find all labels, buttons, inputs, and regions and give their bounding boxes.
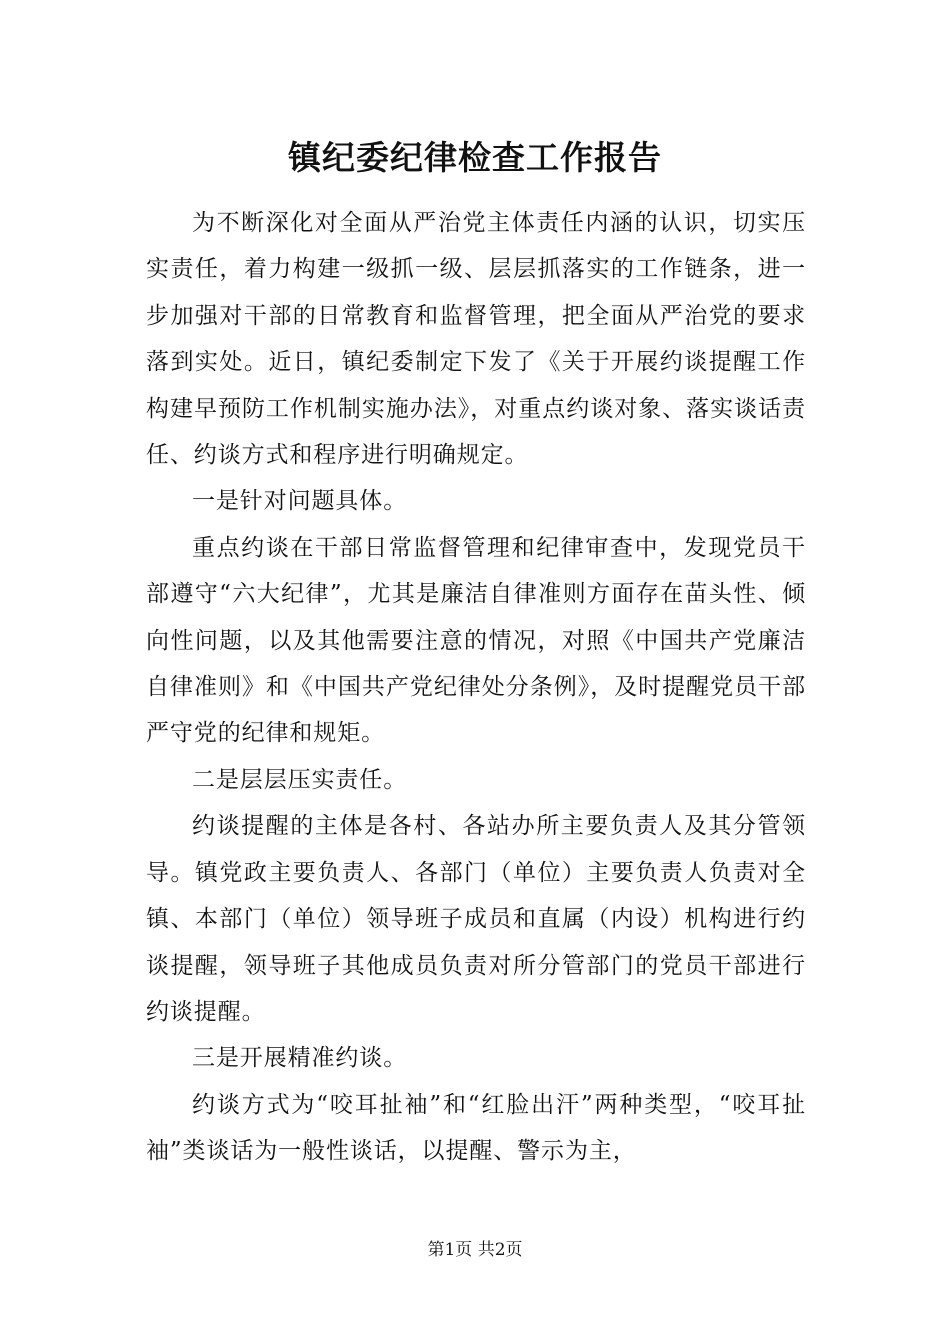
paragraph-section-1: 重点约谈在干部日常监督管理和纪律审查中，发现党员干部遵守“六大纪律”，尤其是廉洁自律准则方面存在苗头性、倾向性问题，以及其他需要注意的情况，对照《中国共产党廉洁自律准则》和《中国共产党纪律处分条例》，及时提醒党员干部严守党的纪律和规矩。 (146, 534, 806, 747)
page-footer: 第1页 共2页 (427, 1240, 523, 1260)
paragraph-heading-1: 一是针对问题具体。 (192, 488, 408, 515)
document-title: 镇纪委纪律检查工作报告 (288, 138, 662, 177)
paragraph-section-3: 约谈方式为“咬耳扯袖”和“红脸出汗”两种类型，“咬耳扯袖”类谈话为一般性谈话，以提醒、警示为主， (146, 1091, 806, 1165)
document-body (146, 200, 806, 1175)
paragraph-heading-3: 三是开展精准约谈。 (192, 1045, 408, 1072)
paragraph-heading-2: 二是层层压实责任。 (192, 766, 408, 793)
paragraph-section-2: 约谈提醒的主体是各村、各站办所主要负责人及其分管领导。镇党政主要负责人、各部门（单位）主要负责人负责对全镇、本部门（单位）领导班子成员和直属（内设）机构进行约谈提醒，领导班子其他成员负责对所分管部门的党员干部进行约谈提醒。 (146, 813, 806, 1025)
paragraph-intro: 为不断深化对全面从严治党主体责任内涵的认识，切实压实责任，着力构建一级抓一级、层层抓落实的工作链条，进一步加强对干部的日常教育和监督管理，把全面从严治党的要求落到实处。近日，镇纪委制定下发了《关于开展约谈提醒工作构建早预防工作机制实施办法》，对重点约谈对象、落实谈话责任、约谈方式和程序进行明确规定。 (146, 210, 806, 469)
